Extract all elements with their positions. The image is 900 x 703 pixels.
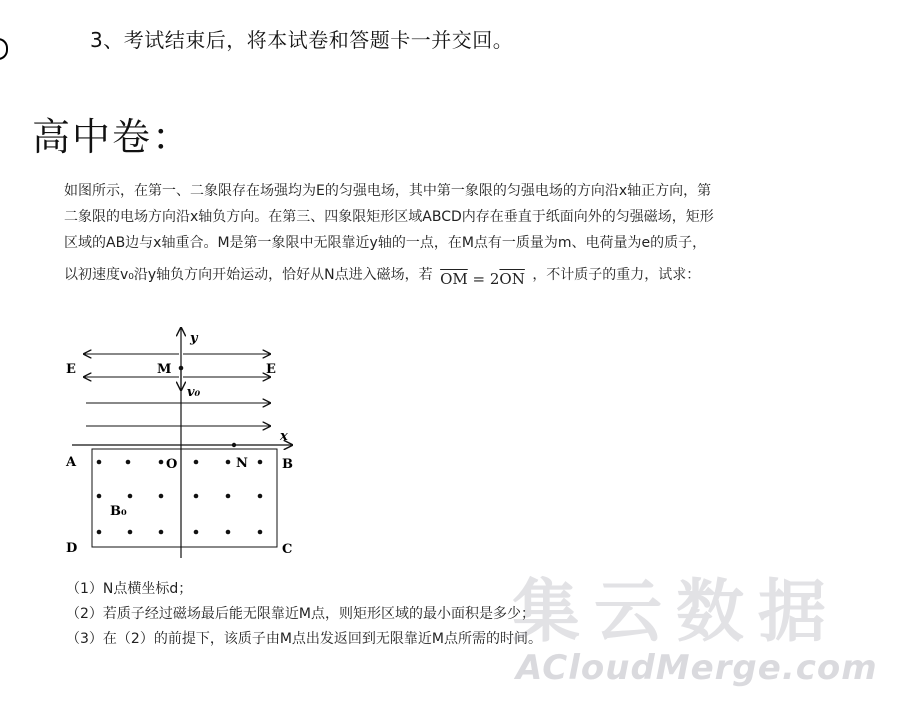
point-n-label: N — [236, 456, 248, 471]
problem-line: 区域的AB边与x轴重合。M是第一象限中无限靠近y轴的一点，在M点有一质量为m、电荷量为e的质子， — [64, 235, 707, 251]
origin-label: O — [166, 457, 178, 472]
formula-coef: 2 — [489, 270, 500, 288]
y-axis-label: y — [190, 331, 198, 346]
field-dot — [128, 530, 133, 535]
problem-statement — [64, 178, 804, 288]
point-m-label: M — [157, 362, 172, 377]
watermark-en: ACloudMerge.com — [516, 648, 878, 688]
field-dot — [97, 460, 102, 465]
field-dot — [159, 494, 164, 499]
field-dot — [226, 530, 231, 535]
field-b-label: B₀ — [110, 504, 127, 519]
page-edge-mark — [0, 38, 8, 60]
question-item: （3）在（2）的前提下，该质子由M点出发返回到无限靠近M点所需的时间。 — [66, 631, 542, 647]
field-dot — [97, 494, 102, 499]
field-dot — [226, 494, 231, 499]
field-label-left: E — [66, 362, 76, 377]
formula-eq: = — [467, 270, 490, 288]
problem-line-with-formula — [64, 262, 804, 288]
field-dot — [97, 530, 102, 535]
problem-line-prefix: 以初速度v₀沿y轴负方向开始运动，恰好从N点进入磁场，若 — [64, 267, 433, 283]
formula — [440, 266, 525, 292]
field-dot — [159, 530, 164, 535]
magnetic-region — [92, 449, 277, 547]
x-axis-label: x — [280, 429, 288, 444]
corner-d-label: D — [66, 541, 78, 556]
corner-b-label: B — [282, 457, 293, 472]
problem-line-suffix: ，不计质子的重力，试求： — [532, 267, 701, 283]
question-item: （1）N点横坐标d； — [66, 581, 193, 597]
exam-rule-3: 3、考试结束后，将本试卷和答题卡一并交回。 — [90, 28, 514, 52]
field-dot — [258, 494, 263, 499]
field-lines — [84, 354, 270, 426]
problem-line: 如图所示，在第一、二象限存在场强均为E的匀强电场，其中第一象限的匀强电场的方向沿x轴正方向，第 — [64, 183, 712, 199]
point-m — [179, 366, 184, 371]
field-dot — [258, 460, 263, 465]
velocity-label: v₀ — [187, 385, 201, 400]
watermark — [512, 558, 892, 698]
formula-om: $\overline{OM}$ — [440, 270, 468, 288]
question-item: （2）若质子经过磁场最后能无限靠近M点，则矩形区域的最小面积是多少； — [66, 606, 535, 622]
field-dot — [258, 530, 263, 535]
field-dot — [194, 494, 199, 499]
point-n — [232, 443, 236, 447]
field-dot — [194, 460, 199, 465]
formula-on: $\overline{ON}$ — [499, 270, 525, 288]
section-title: 高中卷： — [32, 115, 193, 159]
watermark-cn: 集云数据 — [512, 573, 841, 652]
field-diagram — [60, 320, 310, 565]
field-dot — [226, 460, 231, 465]
corner-a-label: A — [66, 455, 77, 470]
field-label-right: E — [266, 362, 276, 377]
field-dot — [126, 460, 131, 465]
field-dot — [159, 460, 164, 465]
corner-c-label: C — [282, 542, 293, 557]
problem-line: 二象限的电场方向沿x轴负方向。在第三、四象限矩形区域ABCD内存在垂直于纸面向外的匀强磁场，矩形 — [64, 209, 714, 225]
field-dot — [128, 494, 133, 499]
field-dot — [194, 530, 199, 535]
question-list — [66, 577, 542, 652]
